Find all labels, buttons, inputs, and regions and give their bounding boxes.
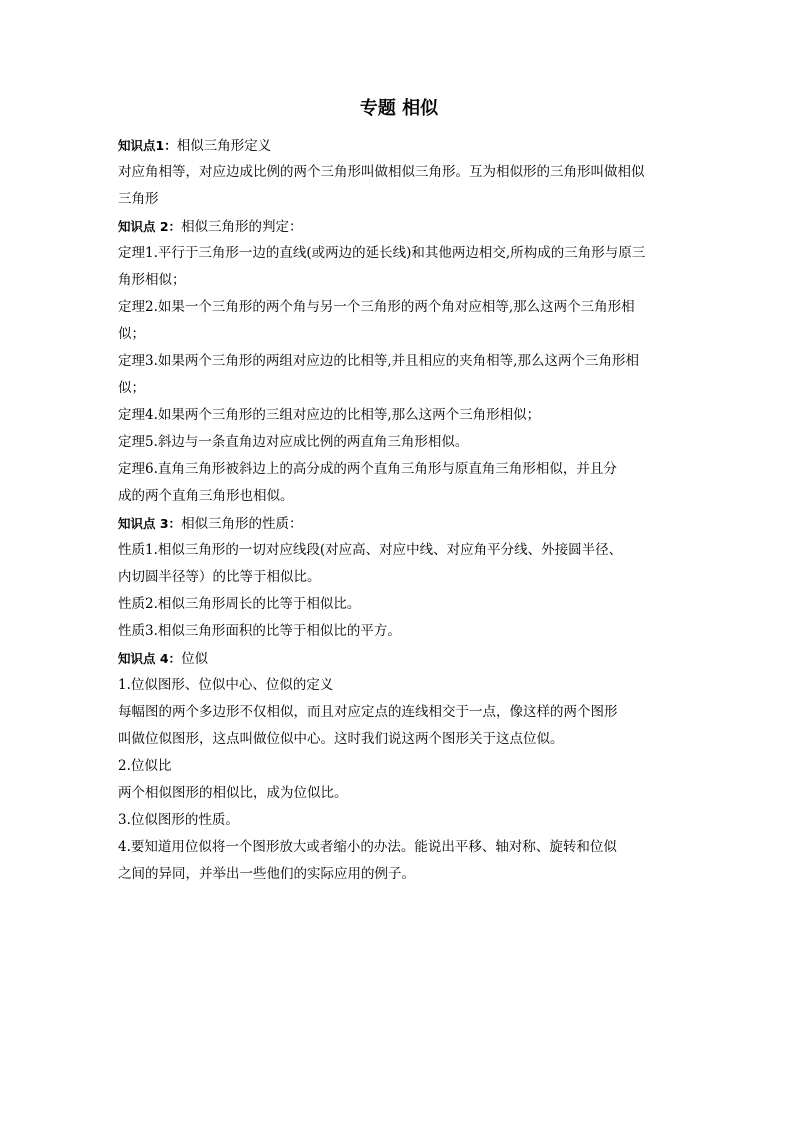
text-line <box>118 375 680 402</box>
text-line <box>118 618 680 645</box>
text-line <box>118 834 680 861</box>
line-text: 位似 <box>181 651 209 667</box>
text-line <box>118 780 680 807</box>
line-text: 叫做位似图形，这点叫做位似中心。这时我们说这两个图形关于这点位似。 <box>118 731 564 747</box>
knowledge-point-label: 知识点1： <box>118 138 177 153</box>
line-text: 定理2.如果一个三角形的两个角与另一个三角形的两个角对应相等,那么这两个三角形相 <box>118 299 635 315</box>
text-line <box>118 672 680 699</box>
knowledge-point-label: 知识点 2： <box>118 219 182 234</box>
line-text: 角形相似； <box>118 272 186 288</box>
line-text: 3.位似图形的性质。 <box>118 812 239 828</box>
line-text: 定理5.斜边与一条直角边对应成比例的两直角三角形相似。 <box>118 434 469 450</box>
text-line <box>118 537 680 564</box>
line-text: 性质2.相似三角形周长的比等于相似比。 <box>118 596 361 612</box>
line-text: 2.位似比 <box>118 758 172 774</box>
text-line <box>118 240 680 267</box>
section-heading-line <box>118 132 680 159</box>
text-line <box>118 861 680 888</box>
text-line <box>118 348 680 375</box>
text-line <box>118 321 680 348</box>
text-line <box>118 753 680 780</box>
line-text: 似； <box>118 326 145 342</box>
knowledge-point-label: 知识点 3： <box>118 516 182 531</box>
line-text: 定理4.如果两个三角形的三组对应边的比相等,那么这两个三角形相似； <box>118 407 541 423</box>
line-text: 性质3.相似三角形面积的比等于相似比的平方。 <box>118 623 401 639</box>
text-line <box>118 699 680 726</box>
text-line <box>118 564 680 591</box>
text-line <box>118 159 680 186</box>
line-text: 相似三角形定义 <box>176 138 272 154</box>
text-line <box>118 456 680 483</box>
text-line <box>118 429 680 456</box>
line-text: 对应角相等，对应边成比例的两个三角形叫做相似三角形。互为相似形的三角形叫做相似 <box>118 164 645 180</box>
text-line <box>118 186 680 213</box>
text-line <box>118 267 680 294</box>
line-text: 性质1.相似三角形的一切对应线段(对应高、对应中线、对应角平分线、外接圆半径、 <box>118 542 623 558</box>
document-title: 专题 相似 <box>359 98 439 119</box>
text-line <box>118 807 680 834</box>
line-text: 成的两个直角三角形也相似。 <box>118 488 294 504</box>
line-text: 相似三角形的性质： <box>181 516 303 532</box>
text-line <box>118 294 680 321</box>
section-heading-line <box>118 213 680 240</box>
section-heading-line <box>118 645 680 672</box>
text-line <box>118 483 680 510</box>
line-text: 定理6.直角三角形被斜边上的高分成的两个直角三角形与原直角三角形相似，并且分 <box>118 461 617 477</box>
text-line <box>118 591 680 618</box>
line-text: 似； <box>118 380 145 396</box>
line-text: 每幅图的两个多边形不仅相似，而且对应定点的连线相交于一点，像这样的两个图形 <box>118 704 618 720</box>
line-text: 两个相似图形的相似比，成为位似比。 <box>118 785 348 801</box>
line-text: 定理3.如果两个三角形的两组对应边的比相等,并且相应的夹角相等,那么这两个三角形相 <box>118 353 639 369</box>
text-line <box>118 402 680 429</box>
section-heading-line <box>118 510 680 537</box>
line-text: 1.位似图形、位似中心、位似的定义 <box>118 677 334 693</box>
line-text: 定理1.平行于三角形一边的直线(或两边的延长线)和其他两边相交,所构成的三角形与原三 <box>118 245 646 261</box>
line-text: 相似三角形的判定： <box>181 219 303 235</box>
line-text: 之间的异同，并举出一些他们的实际应用的例子。 <box>118 866 415 882</box>
line-text: 内切圆半径等）的比等于相似比。 <box>118 569 321 585</box>
document-body <box>118 132 680 888</box>
knowledge-point-label: 知识点 4： <box>118 651 182 666</box>
line-text: 4.要知道用位似将一个图形放大或者缩小的办法。能说出平移、轴对称、旋转和位似 <box>118 839 617 855</box>
text-line <box>118 726 680 753</box>
line-text: 三角形 <box>118 191 159 207</box>
